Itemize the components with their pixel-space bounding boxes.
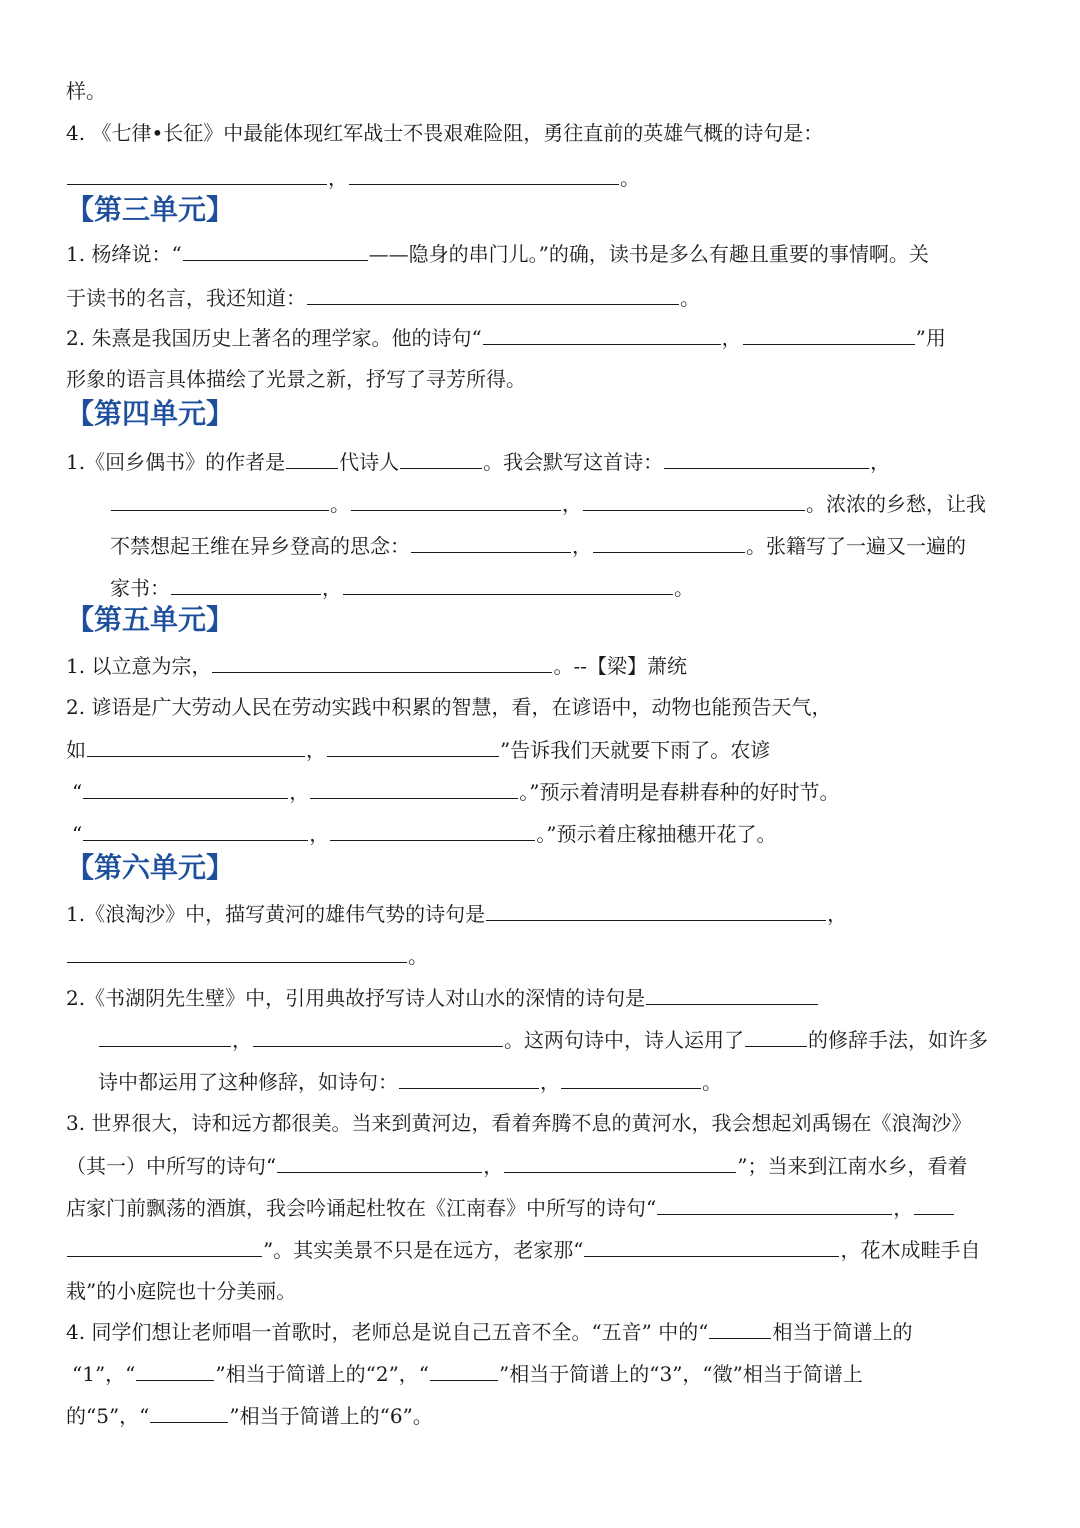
answer-blank[interactable]	[150, 1400, 228, 1423]
question-text: 2.《书湖阴先生壁》中，引用典故抒写诗人对山水的深情的诗句是	[66, 986, 646, 1010]
line-text: （其一）中所写的诗句“	[66, 1154, 277, 1178]
line-text: 。	[702, 1070, 722, 1094]
question-line	[66, 650, 1080, 681]
question-line	[66, 982, 1080, 1013]
text-line	[66, 364, 1080, 394]
answer-blank[interactable]	[583, 488, 805, 511]
question-line	[66, 118, 1080, 148]
line-text: 家书：	[110, 576, 170, 600]
line-text: 的修辞手法，如许多	[808, 1028, 988, 1052]
line-text: 。”预示着清明是春耕春种的好时节。	[519, 780, 840, 804]
answer-line	[98, 1024, 1080, 1055]
line-text: ”相当于简谱上的“3”，“徵”相当于简谱上	[499, 1362, 863, 1386]
answer-blank[interactable]	[67, 940, 407, 963]
line-text: ，	[309, 822, 330, 846]
answer-line	[66, 1192, 1080, 1223]
text-line	[66, 76, 1080, 106]
answer-line	[66, 1234, 1080, 1265]
line-text: 如	[66, 738, 86, 762]
line-text: ”告诉我们天就要下雨了。农谚	[500, 738, 771, 762]
line-text: 。这两句诗中，诗人运用了	[504, 1028, 744, 1052]
answer-blank[interactable]	[343, 572, 673, 595]
answer-line	[72, 1358, 1080, 1389]
line-text: 。	[330, 492, 350, 516]
line-text: 。	[674, 576, 694, 600]
question-line	[66, 1316, 1080, 1347]
answer-blank[interactable]	[111, 488, 329, 511]
question-text: 2. 朱熹是我国历史上著名的理学家。他的诗句“	[66, 326, 482, 350]
line-text: ，	[721, 326, 742, 350]
question-text: 2. 谚语是广大劳动人民在劳动实践中积累的智慧，看，在谚语中，动物也能预告天气，	[66, 695, 832, 719]
question-line	[66, 238, 1080, 269]
answer-blank[interactable]	[136, 1358, 214, 1381]
line-text: ，	[870, 450, 891, 474]
line-text: ，花木成畦手自	[840, 1238, 981, 1262]
answer-blank[interactable]	[593, 530, 745, 553]
line-text: 。	[620, 166, 640, 190]
line-text: ，	[483, 1154, 504, 1178]
line-text: 代诗人	[339, 450, 400, 474]
answer-line	[72, 776, 1080, 807]
line-text: ”相当于简谱上的“6”。	[229, 1404, 433, 1428]
line-text: 。	[408, 944, 428, 968]
answer-line	[66, 1150, 1080, 1181]
answer-blank[interactable]	[87, 734, 305, 757]
line-text: 诗中都运用了这种修辞，如诗句：	[98, 1070, 398, 1094]
answer-blank[interactable]	[253, 1024, 503, 1047]
answer-blank[interactable]	[171, 572, 321, 595]
answer-blank[interactable]	[277, 1150, 482, 1173]
answer-blank[interactable]	[330, 818, 535, 841]
line-text: ，	[289, 780, 310, 804]
answer-blank[interactable]	[399, 1066, 539, 1089]
line-text: 相当于简谱上的	[772, 1320, 913, 1344]
line-text: ，	[540, 1070, 560, 1094]
section-heading-unit6: 【第六单元】	[66, 851, 235, 884]
line-text: 。--【梁】萧统	[553, 654, 687, 678]
section-heading-unit5: 【第五单元】	[66, 603, 235, 636]
answer-blank[interactable]	[67, 162, 327, 185]
answer-blank[interactable]	[400, 446, 482, 469]
answer-blank[interactable]	[310, 776, 518, 799]
answer-blank[interactable]	[411, 530, 571, 553]
line-text: “	[72, 780, 83, 804]
line-text: 形象的语言具体描绘了光景之新，抒写了寻芳所得。	[66, 367, 526, 391]
answer-line	[110, 530, 1080, 561]
question-text: 3. 世界很大，诗和远方都很美。当来到黄河边，看着奔腾不息的黄河水，我会想起刘禹锡在《浪淘沙》	[66, 1111, 972, 1135]
question-line	[66, 446, 1080, 477]
answer-blank[interactable]	[83, 818, 308, 841]
answer-blank[interactable]	[307, 282, 679, 305]
answer-blank[interactable]	[67, 1234, 262, 1257]
line-text: 。浓浓的乡愁，让我	[806, 492, 986, 516]
answer-blank[interactable]	[83, 776, 288, 799]
line-text: ，	[306, 738, 326, 762]
line-text: 。”预示着庄稼抽穗开花了。	[536, 822, 777, 846]
answer-blank[interactable]	[561, 1066, 701, 1089]
question-text: 1. 以立意为宗，	[66, 654, 212, 678]
line-text: ”相当于简谱上的“2”，“	[215, 1362, 430, 1386]
answer-blank[interactable]	[183, 238, 368, 261]
answer-blank[interactable]	[327, 734, 499, 757]
question-text: 1. 杨绛说：“	[66, 242, 182, 266]
answer-blank[interactable]	[914, 1192, 954, 1215]
question-text: 4. 同学们想让老师唱一首歌时，老师总是说自己五音不全。“五音” 中的“	[66, 1320, 709, 1344]
line-text: ——隐身的串门儿。”的确，读书是多么有趣且重要的事情啊。关	[368, 242, 929, 266]
line-text: ，	[562, 492, 582, 516]
line-text: 。张籍写了一遍又一遍的	[746, 534, 966, 558]
line-text: 不禁想起王维在异乡登高的思念：	[110, 534, 410, 558]
answer-line	[110, 572, 1080, 603]
question-text: 4. 《七律•长征》中最能体现红军战士不畏艰难险阻，勇往直前的英雄气概的诗句是：	[66, 121, 824, 145]
question-line	[66, 898, 1080, 929]
answer-blank[interactable]	[486, 898, 826, 921]
answer-line	[66, 940, 1080, 971]
line-text: 。	[680, 286, 700, 310]
answer-line	[66, 162, 1080, 193]
answer-blank[interactable]	[212, 650, 552, 673]
line-text: 。我会默写这首诗：	[483, 450, 664, 474]
question-text: 1.《回乡偶书》的作者是	[66, 450, 286, 474]
question-line	[66, 1108, 1080, 1138]
answer-blank[interactable]	[657, 1192, 892, 1215]
text-line	[66, 1276, 1080, 1306]
answer-blank[interactable]	[286, 446, 338, 469]
answer-blank[interactable]	[99, 1024, 231, 1047]
answer-blank[interactable]	[664, 446, 869, 469]
answer-blank[interactable]	[430, 1358, 498, 1381]
line-text: “	[72, 822, 83, 846]
question-text: 1.《浪淘沙》中，描写黄河的雄伟气势的诗句是	[66, 902, 486, 926]
answer-blank[interactable]	[709, 1316, 771, 1339]
line-text: ，	[328, 166, 348, 190]
question-line	[66, 322, 1080, 353]
line-text: 样。	[66, 79, 106, 103]
line-text: “1”，“	[72, 1362, 136, 1386]
answer-blank[interactable]	[483, 322, 721, 345]
line-text: ，	[572, 534, 592, 558]
section-heading-unit4: 【第四单元】	[66, 397, 235, 430]
answer-blank[interactable]	[504, 1150, 736, 1173]
line-text: 的“5”，“	[66, 1404, 150, 1428]
answer-line	[110, 488, 1080, 519]
line-text: ”用	[915, 326, 946, 350]
answer-blank[interactable]	[351, 488, 561, 511]
answer-line	[66, 282, 1080, 313]
line-text: 店家门前飘荡的酒旗，我会吟诵起杜牧在《江南春》中所写的诗句“	[66, 1196, 657, 1220]
answer-blank[interactable]	[584, 1234, 839, 1257]
answer-blank[interactable]	[745, 1024, 807, 1047]
answer-blank[interactable]	[743, 322, 915, 345]
line-text: ”；当来到江南水乡，看着	[737, 1154, 968, 1178]
answer-line	[66, 734, 1080, 765]
line-text: ”。其实美景不只是在远方，老家那“	[263, 1238, 584, 1262]
line-text: ，	[827, 902, 848, 926]
answer-blank[interactable]	[349, 162, 619, 185]
line-text: ，	[322, 576, 342, 600]
line-text: ，	[232, 1028, 252, 1052]
answer-blank[interactable]	[646, 982, 818, 1005]
line-text: 栽”的小庭院也十分美丽。	[66, 1279, 297, 1303]
answer-line	[98, 1066, 1080, 1097]
answer-line	[72, 818, 1080, 849]
section-heading-unit3: 【第三单元】	[66, 193, 235, 226]
answer-line	[66, 1400, 1080, 1431]
line-text: 于读书的名言，我还知道：	[66, 286, 306, 310]
question-line	[66, 692, 1080, 722]
line-text: ，	[893, 1196, 914, 1220]
